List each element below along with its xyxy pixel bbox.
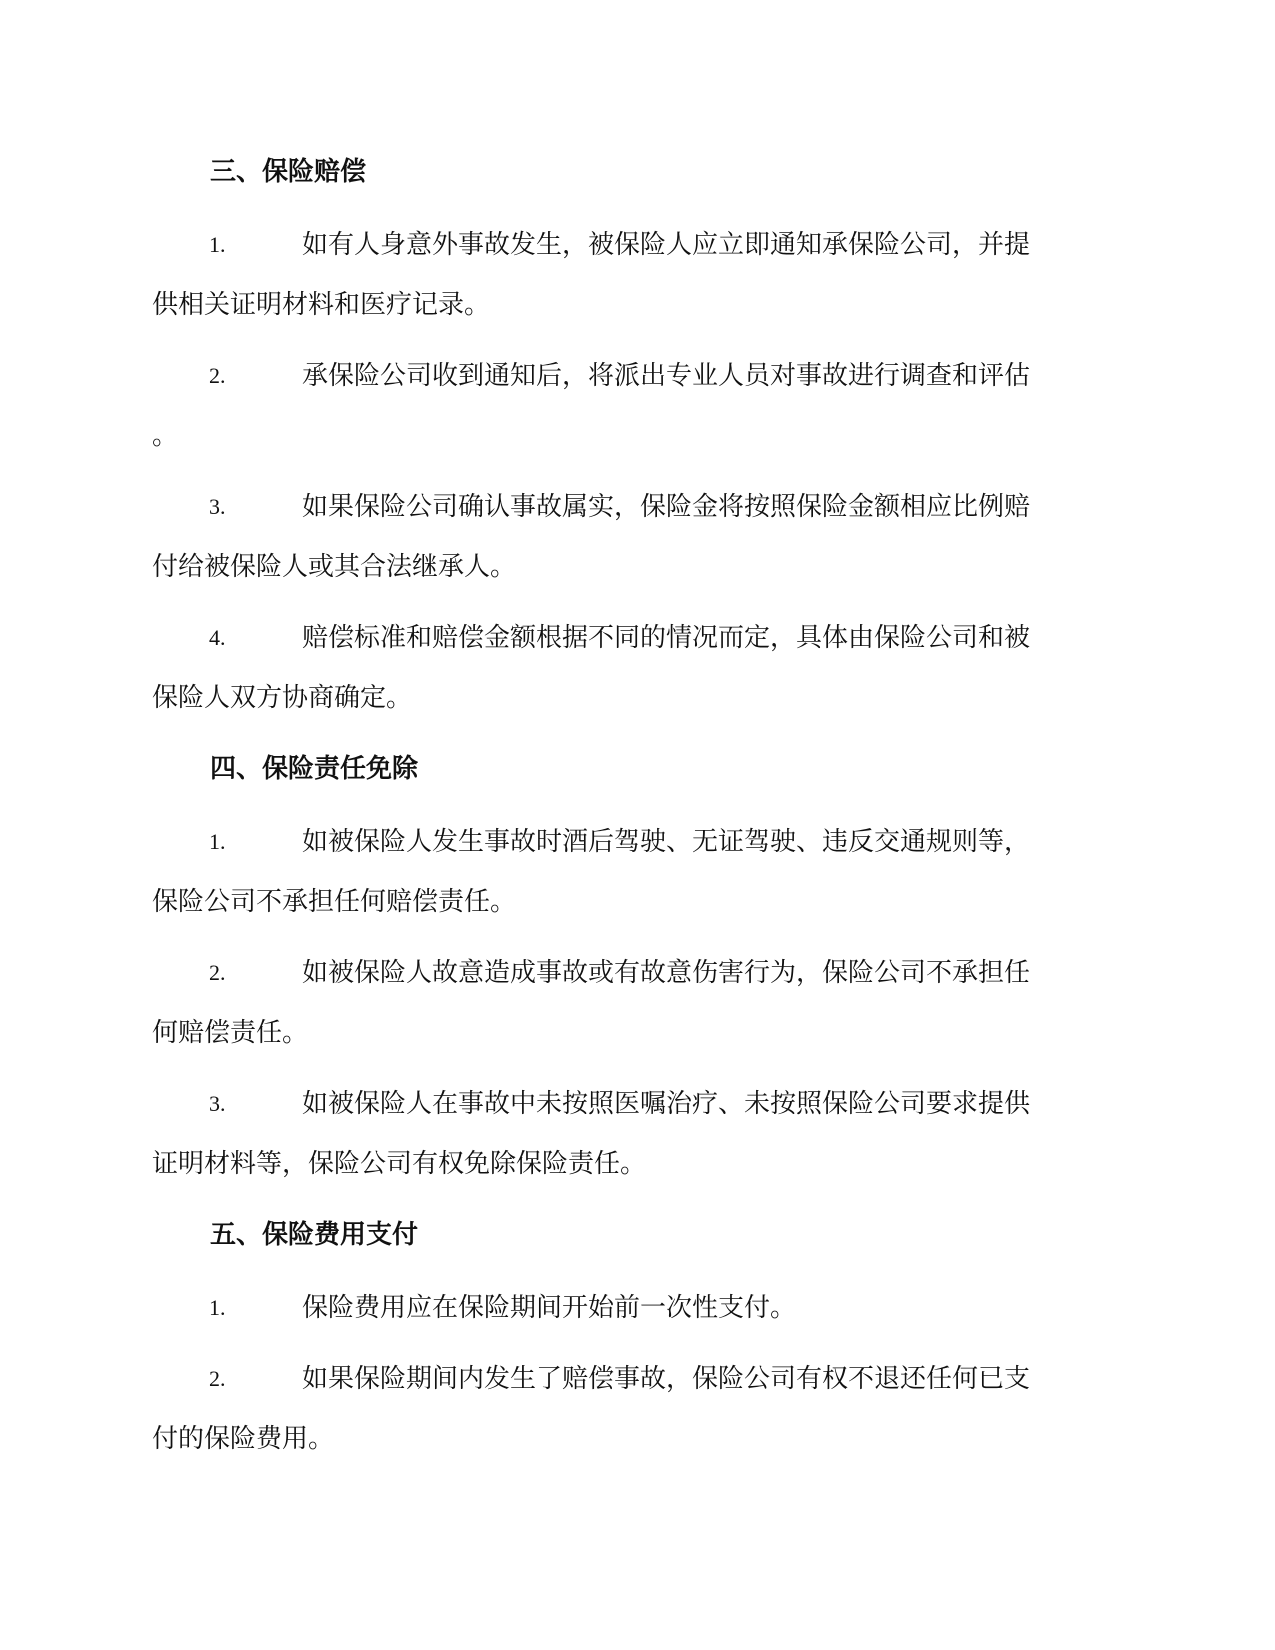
- list-number: 3.: [209, 1091, 226, 1116]
- list-item-text: 赔偿标准和赔偿金额根据不同的情况而定，具体由保险公司和被: [302, 623, 1031, 653]
- list-item-text: 供相关证明材料和医疗记录。: [152, 290, 491, 320]
- list-item-text: 保险费用应在保险期间开始前一次性支付。: [302, 1293, 797, 1323]
- list-number: 3.: [209, 494, 226, 519]
- list-number: 1.: [209, 232, 226, 257]
- list-item: [152, 943, 1122, 1063]
- list-item: [152, 1074, 1122, 1194]
- section-heading: 五、保险费用支付: [210, 1220, 419, 1250]
- list-number: 2.: [209, 363, 226, 388]
- list-item-text: 付的保险费用。: [152, 1424, 335, 1454]
- list-number: 1.: [209, 829, 226, 854]
- list-number: 1.: [209, 1295, 226, 1320]
- section-heading: 三、保险赔偿: [210, 157, 367, 187]
- list-item-text: 保险公司不承担任何赔偿责任。: [152, 887, 517, 917]
- list-item-text: 如被保险人在事故中未按照医嘱治疗、未按照保险公司要求提供: [302, 1089, 1031, 1119]
- list-item-text: 证明材料等，保险公司有权免除保险责任。: [152, 1149, 647, 1179]
- list-item-text: 何赔偿责任。: [152, 1018, 309, 1048]
- list-item: [152, 812, 1122, 932]
- list-number: 2.: [209, 960, 226, 985]
- list-item-text: 如果保险公司确认事故属实，保险金将按照保险金额相应比例赔: [302, 492, 1031, 522]
- list-item-text: 。: [152, 421, 179, 451]
- list-item-text: 如被保险人故意造成事故或有故意伤害行为，保险公司不承担任: [302, 958, 1031, 988]
- list-item: [152, 477, 1122, 597]
- list-item-text: 付给被保险人或其合法继承人。: [152, 552, 517, 582]
- list-item-text: 如果保险期间内发生了赔偿事故，保险公司有权不退还任何已支: [302, 1364, 1031, 1394]
- document-body: [152, 142, 1122, 1480]
- list-item-text: 如有人身意外事故发生，被保险人应立即通知承保险公司，并提: [302, 230, 1031, 260]
- list-number: 4.: [209, 625, 226, 650]
- list-number: 2.: [209, 1366, 226, 1391]
- list-item: [152, 215, 1122, 335]
- list-item-text: 承保险公司收到通知后，将派出专业人员对事故进行调查和评估: [302, 361, 1031, 391]
- list-item-text: 保险人双方协商确定。: [152, 683, 413, 713]
- list-item: [152, 1278, 1122, 1338]
- list-item: [152, 608, 1122, 728]
- list-item: [152, 1349, 1122, 1469]
- section-heading: 四、保险责任免除: [210, 754, 419, 784]
- list-item-text: 如被保险人发生事故时酒后驾驶、无证驾驶、违反交通规则等，: [302, 827, 1031, 857]
- list-item: [152, 346, 1122, 466]
